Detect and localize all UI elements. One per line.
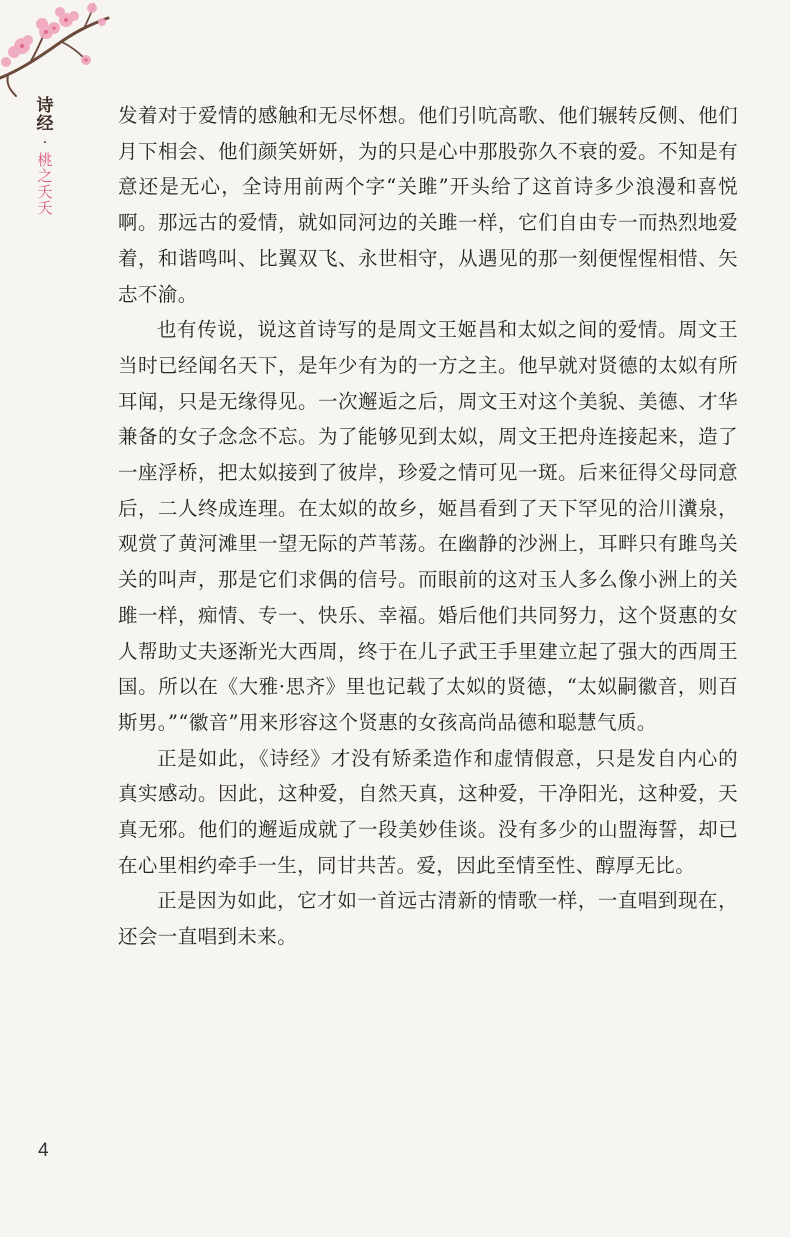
paragraph-continued: 发着对于爱情的感触和无尽怀想。他们引吭高歌、他们辗转反侧、他们月下相会、他们颜笑妍妍，为的只是心中那股弥久不衰的爱。不知是有意还是无心，全诗用前两个字“关雎”开头给了这首诗多少浪漫和喜悦啊。那远古的爱情，就如同河边的关雎一样，它们自由专一而热烈地爱着，和谐鸣叫、比翼双飞、永世相守，从遇见的那一刻便惺惺相惜、矢志不渝。: [118, 104, 738, 306]
body-text: [118, 98, 738, 955]
running-title-separator: ·: [42, 134, 48, 151]
paragraph: 正是如此，《诗经》才没有矫柔造作和虚情假意，只是发自内心的真实感动。因此，这种爱，自然天真，这种爱，干净阳光，这种爱，天真无邪。他们的邂逅成就了一段美妙佳谈。没有多少的山盟海誓，却已在心里相约牵手一生，同甘共苦。爱，因此至情至性、醇厚无比。: [118, 746, 738, 877]
page-number: 4: [38, 1140, 49, 1161]
running-title-sub-char: 之: [37, 167, 53, 186]
paragraph: 也有传说，说这首诗写的是周文王姬昌和太姒之间的爱情。周文王当时已经闻名天下，是年少有为的一方之主。他早就对贤德的太姒有所耳闻，只是无缘得见。一次邂逅之后，周文王对这个美貌、美德、才华兼备的女子念念不忘。为了能够见到太姒，周文王把舟连接起来，造了一座浮桥，把太姒接到了彼岸，珍爱之情可见一斑。后来征得父母同意后，二人终成连理。在太姒的故乡，姬昌看到了天下罕见的洽川瀵泉，观赏了黄河滩里一望无际的芦苇荡。在幽静的沙洲上，耳畔只有雎鸟关关的叫声，那是它们求偶的信号。而眼前的这对玉人多么像小洲上的关雎一样，痴情、专一、快乐、幸福。婚后他们共同努力，这个贤惠的女人帮助丈夫逐渐光大西周，终于在儿子武王手里建立起了强大的西周王国。所以在《大雅·思齐》里也记载了太姒的贤德，“太姒嗣徽音，则百斯男。”“徽音”用来形容这个贤惠的女孩高尚品德和聪慧气质。: [118, 318, 738, 734]
running-title: [28, 98, 62, 216]
running-title-sub-char: 夭: [37, 198, 53, 217]
paragraph: 正是因为如此，它才如一首远古清新的情歌一样，一直唱到现在，还会一直唱到未来。: [118, 889, 738, 949]
running-title-main-char: 经: [36, 113, 54, 134]
running-title-main-char: 诗: [36, 96, 54, 116]
plum-blossom-decoration: [0, 0, 130, 100]
running-title-sub-char: 桃: [37, 151, 53, 170]
running-title-sub-char: 夭: [37, 182, 53, 201]
